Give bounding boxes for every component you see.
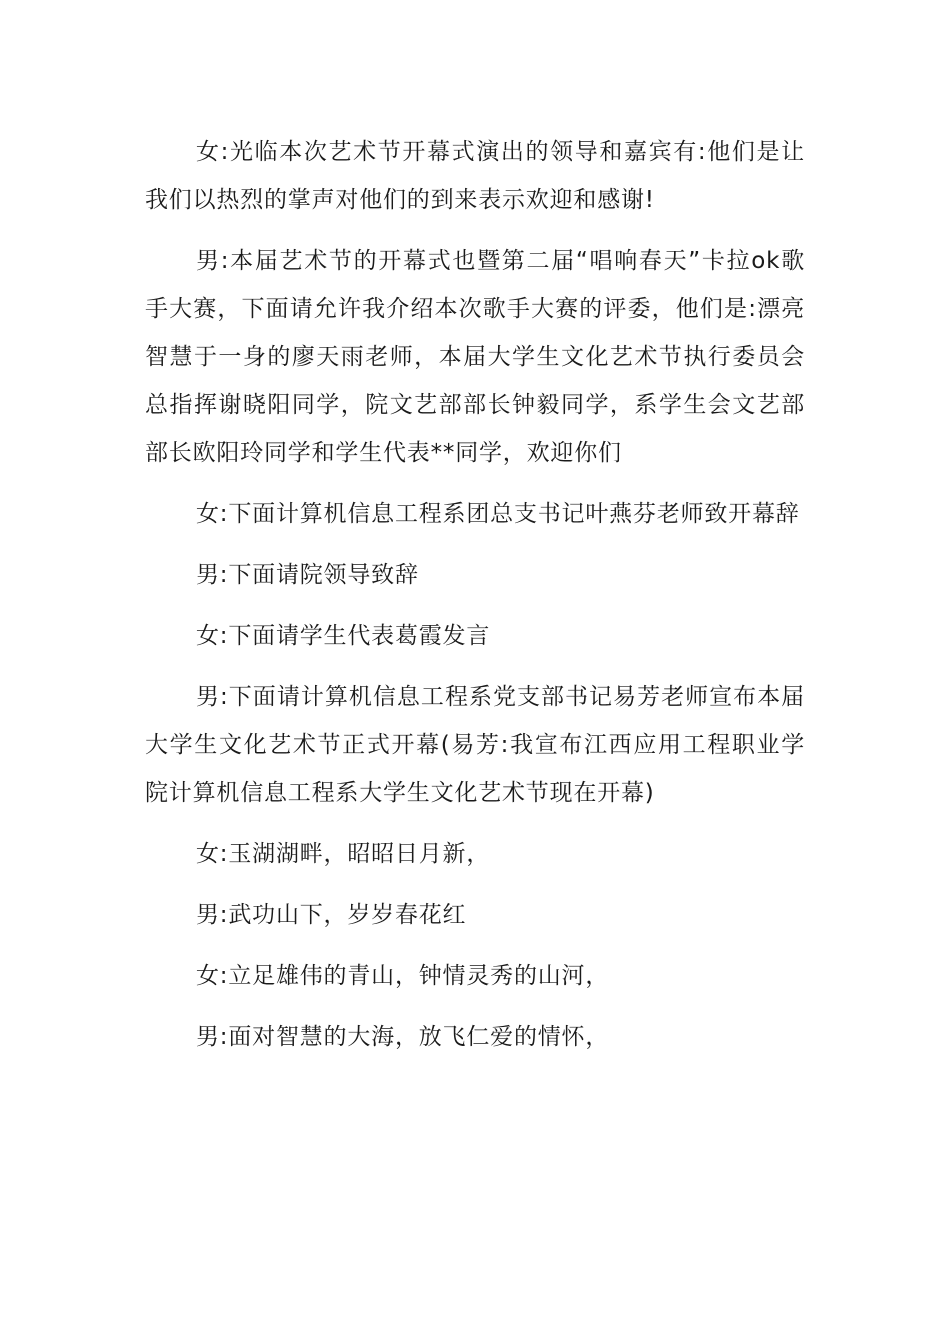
paragraph-4: 男:下面请院领导致辞 <box>196 562 419 588</box>
paragraph-8: 男:武功山下，岁岁春花红 <box>196 902 467 928</box>
document-body <box>145 128 805 1074</box>
paragraph-6: 男:下面请计算机信息工程系党支部书记易芳老师宣布本届大学生文化艺术节正式开幕(易芳:我宣布江西应用工程职业学院计算机信息工程系大学生文化艺术节现在开幕) <box>145 684 805 806</box>
paragraph-2: 男:本届艺术节的开幕式也暨第二届“唱响春天”卡拉ok歌手大赛，下面请允许我介绍本次歌手大赛的评委，他们是:漂亮智慧于一身的廖天雨老师，本届大学生文化艺术节执行委员会总指挥谢晓阳同学，院文艺部部长钟毅同学，系学生会文艺部部长欧阳玲同学和学生代表**同学，欢迎你们 <box>145 248 805 466</box>
paragraph-10: 男:面对智慧的大海，放飞仁爱的情怀， <box>196 1024 610 1050</box>
paragraph-3: 女:下面计算机信息工程系团总支书记叶燕芬老师致开幕辞 <box>196 501 800 527</box>
paragraph-1: 女:光临本次艺术节开幕式演出的领导和嘉宾有:他们是让我们以热烈的掌声对他们的到来表示欢迎和感谢! <box>145 139 805 213</box>
paragraph-5: 女:下面请学生代表葛霞发言 <box>196 623 491 649</box>
paragraph-9: 女:立足雄伟的青山，钟情灵秀的山河， <box>196 963 610 989</box>
paragraph-7: 女:玉湖湖畔，昭昭日月新， <box>196 841 491 867</box>
